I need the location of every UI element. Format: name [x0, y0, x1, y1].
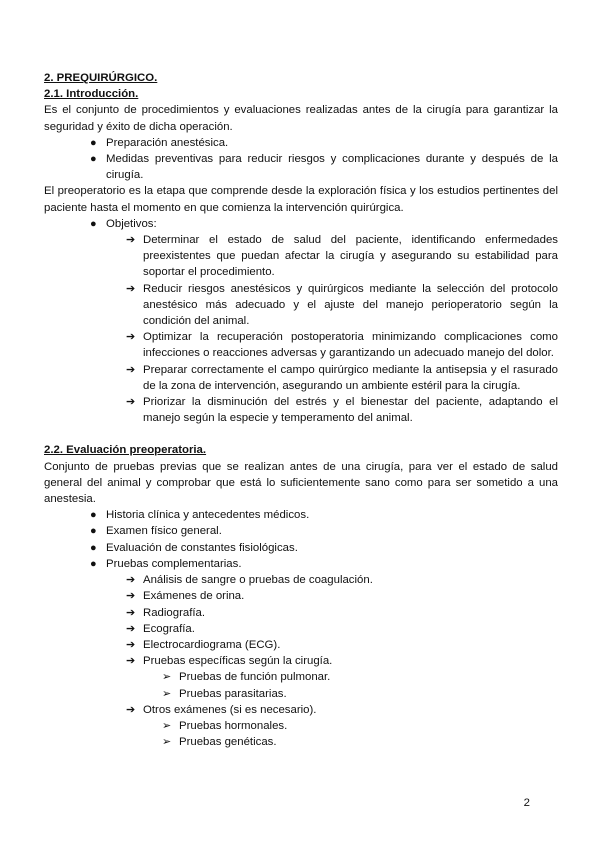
list-item: ● Historia clínica y antecedentes médicos. — [90, 507, 558, 523]
bullet-icon: ● — [90, 136, 97, 149]
intro-heading: 2.1. Introducción. — [44, 88, 139, 101]
list-item: ➔ Análisis de sangre o pruebas de coagulación. — [126, 572, 558, 588]
arrow-icon: ➔ — [126, 282, 136, 295]
arrow-icon: ➔ — [126, 590, 136, 603]
eval-heading: 2.2. Evaluación preoperatoria. — [44, 444, 207, 457]
list-item: ➔ Optimizar la recuperación postoperatoria minimizando complicaciones como infecciones o reacciones adversas y garantizando un adecuado manejo del dolor. — [126, 331, 558, 360]
list-item: ➔ Exámenes de orina. — [126, 588, 558, 604]
list-item: ➢ Pruebas genéticas. — [162, 734, 558, 750]
arrow-icon: ➔ — [126, 363, 136, 376]
bullet-icon: ● — [90, 153, 97, 166]
list-item: ● Pruebas complementarias. — [90, 556, 558, 572]
tests-list — [126, 572, 558, 669]
arrowhead-icon: ➢ — [162, 687, 172, 700]
arrow-icon: ➔ — [126, 655, 136, 668]
list-item: ➔ Electrocardiograma (ECG). — [126, 637, 558, 653]
page-number: 2 — [523, 797, 530, 809]
arrow-icon: ➔ — [126, 396, 136, 409]
other-tests-sublist — [162, 718, 558, 750]
bullet-icon: ● — [90, 557, 97, 570]
objectives-sublist — [126, 232, 558, 426]
arrowhead-icon: ➢ — [162, 719, 172, 732]
arrow-icon: ➔ — [126, 703, 136, 716]
arrowhead-icon: ➢ — [162, 736, 172, 749]
objectives-list — [90, 216, 558, 232]
list-item: ➔ Determinar el estado de salud del paciente, identificando enfermedades preexistentes que puedan afectar la cirugía y asegurando su estabilidad para soportar el procedimiento. — [126, 234, 558, 279]
list-item: ➔ Ecografía. — [126, 621, 558, 637]
arrow-icon: ➔ — [126, 574, 136, 587]
intro-bullet-list — [90, 135, 558, 184]
bullet-icon: ● — [90, 509, 97, 522]
list-item: ➢ Pruebas parasitarias. — [162, 686, 558, 702]
arrow-icon: ➔ — [126, 606, 136, 619]
eval-paragraph: Conjunto de pruebas previas que se realizan antes de una cirugía, para ver el estado de salud general del animal y comprobar que está lo suficientemente sano como para ser sometido a una anestesia. — [44, 460, 558, 506]
document-page — [44, 70, 558, 750]
arrowhead-icon: ➢ — [162, 671, 172, 684]
list-item: ● Objetivos: — [90, 216, 558, 232]
list-item: ➔ Preparar correctamente el campo quirúrgico mediante la antisepsia y el rasurado de la zona de intervención, asegurando un ambiente estéril para la cirugía. — [126, 363, 558, 392]
section-title: 2. PREQUIRÚRGICO. — [44, 72, 158, 84]
other-tests-list — [126, 702, 558, 718]
list-item: ➢ Pruebas de función pulmonar. — [162, 669, 558, 685]
eval-bullet-list — [90, 507, 558, 572]
arrow-icon: ➔ — [126, 622, 136, 635]
list-item: ➔ Radiografía. — [126, 605, 558, 621]
preop-paragraph: El preoperatorio es la etapa que comprende desde la exploración física y los estudios pertinentes del paciente hasta el momento en que comienza la intervención quirúrgica. — [44, 185, 558, 214]
list-item: ➔ Priorizar la disminución del estrés y el bienestar del paciente, adaptando el manejo según la especie y temperamento del animal. — [126, 396, 558, 425]
arrow-icon: ➔ — [126, 331, 136, 344]
intro-paragraph: Es el conjunto de procedimientos y evaluaciones realizadas antes de la cirugía para garantizar la seguridad y éxito de dicha operación. — [44, 104, 558, 133]
list-item: ● Examen físico general. — [90, 523, 558, 539]
list-item: ➔ Reducir riesgos anestésicos y quirúrgicos mediante la selección del protocolo anestésico más adecuado y el ajuste del manejo perioperatorio según la condición del animal. — [126, 282, 558, 328]
list-item: ➢ Pruebas hormonales. — [162, 718, 558, 734]
list-item: ● Preparación anestésica. — [90, 135, 558, 151]
list-item: ➔ Otros exámenes (si es necesario). — [126, 702, 558, 718]
list-item: ● Medidas preventivas para reducir riesgos y complicaciones durante y después de la cirugía. — [90, 153, 558, 182]
arrow-icon: ➔ — [126, 638, 136, 651]
bullet-icon: ● — [90, 541, 97, 554]
specific-tests-list — [162, 669, 558, 701]
list-item: ● Evaluación de constantes fisiológicas. — [90, 540, 558, 556]
arrow-icon: ➔ — [126, 234, 136, 247]
bullet-icon: ● — [90, 525, 97, 538]
list-item: ➔ Pruebas específicas según la cirugía. — [126, 653, 558, 669]
bullet-icon: ● — [90, 217, 97, 230]
